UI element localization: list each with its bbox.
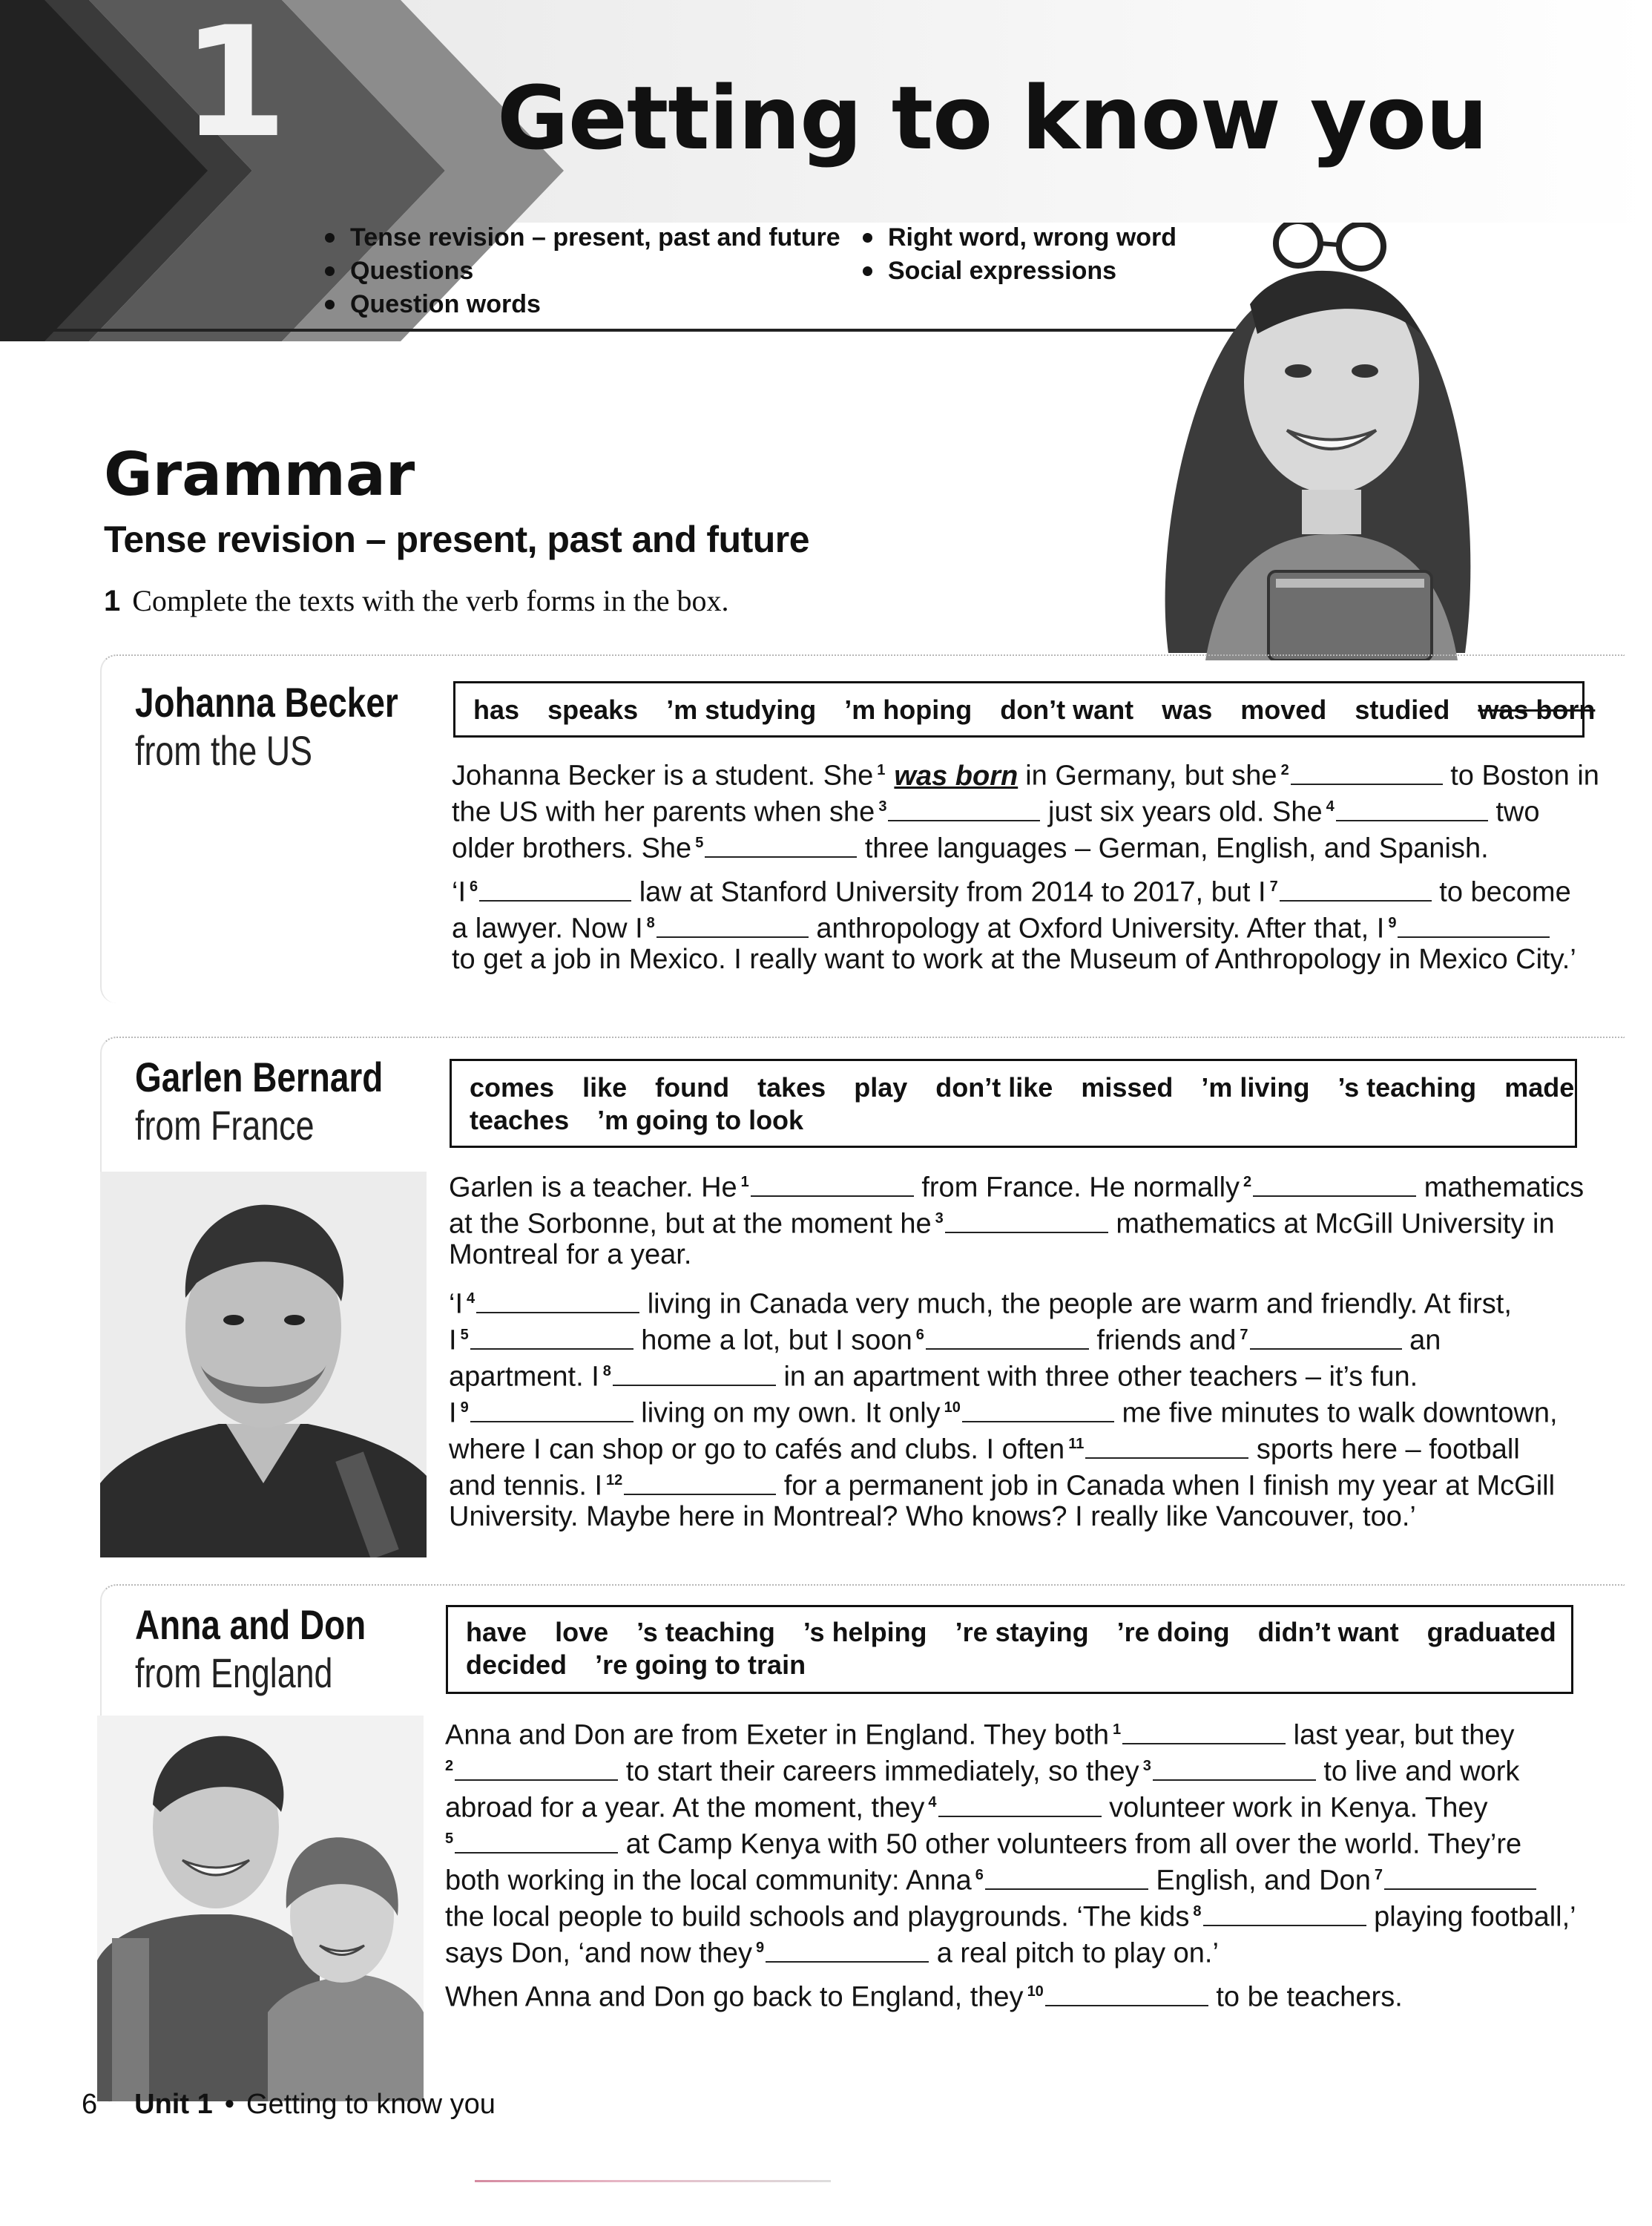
word-option: didn’t want (1257, 1617, 1399, 1647)
example-answer: was born (894, 760, 1018, 792)
exercise-number: 1 (104, 585, 121, 617)
topic-item: Tense revision – present, past and future (319, 221, 840, 255)
word-option: missed (1081, 1072, 1174, 1103)
answer-blank[interactable] (455, 1759, 618, 1781)
answer-blank[interactable] (613, 1364, 776, 1386)
answer-blank[interactable] (1398, 916, 1550, 938)
exercise-text: Garlen is a teacher. He $^1$ from France. He normally $^2$ mathematics at the Sorbonne, but at the moment he $^3$ mathematics at McGill University in Montreal for a year. ‘I $^4$ living in Canada very much, the people are warm and friendly. At first, I $^5$ home a lot, but I soon $^6$ friends and $^7$ an apartment. I $^8$ in an apartment with three other teachers – it’s fun. I $^9$ living on my own. It only $^{10}$ me five minutes to walk downtown, where I can shop or go to cafés and clubs. I often $^{11}$ sports here – football and tennis. I $^{12}$ for a permanent job in Canada when I finish my year at McGill University. Maybe here in Montreal? Who knows? I really like Vancouver, too.’ (449, 1172, 1584, 1532)
section-johanna (100, 654, 1625, 1003)
word-option: have (466, 1617, 527, 1647)
answer-blank[interactable] (1336, 799, 1488, 821)
word-option: ’m hoping (844, 695, 973, 725)
garlen-photo (100, 1172, 427, 1557)
answer-blank[interactable] (479, 879, 631, 902)
word-option: ’s helping (803, 1617, 927, 1647)
topics-list-left (319, 221, 840, 321)
word-option: graduated (1426, 1617, 1556, 1647)
section-heading-grammar: Grammar (104, 440, 415, 509)
section-garlen (100, 1037, 1625, 1556)
person-name: Johanna Becker (135, 679, 398, 726)
exercise-text: Johanna Becker is a student. She $^1$ was born in Germany, but she $^2$ to Boston in the US with her parents when she $^3$ just six years old. She $^4$ two older brothers. She $^5$ three languages – German, English, and Spanish. ‘I $^6$ law at Stanford University from 2014 to 2017, but I $^7$ to become a lawyer. Now I $^8$ anthropology at Oxford University. After that, I $^9$ to get a job in Mexico. I really want to work at the Museum of Anthropology in Mexico City.’ (452, 760, 1599, 975)
word-option: don’t want (1000, 695, 1134, 725)
person-origin: from France (135, 1102, 315, 1149)
answer-blank[interactable] (624, 1473, 776, 1495)
answer-blank[interactable] (1045, 1984, 1208, 2006)
page-number: 6 (82, 2089, 98, 2120)
unit-number: 1 (182, 0, 288, 171)
answer-blank[interactable] (470, 1327, 634, 1350)
answer-blank[interactable] (926, 1327, 1089, 1350)
section-anna-don (100, 1584, 1625, 2104)
topic-item: Questions (319, 255, 840, 288)
exercise-text: Anna and Don are from Exeter in England. They both $^1$ last year, but they $^2$ to start their careers immediately, so they $^3$ to live and work abroad for a year. At the moment, they $^4$ volunteer work in Kenya. They $^5$ at Camp Kenya with 50 other volunteers from all over the world. They’re both working in the local community: Anna $^6$ English, and Don $^7$ the local people to build schools and playgrounds. ‘The kids $^8$ playing football,’ says Don, ‘and now they $^9$ a real pitch to play on.’ When Anna and Don go back to England, they $^{10}$ to be teachers. (445, 1719, 1576, 2013)
answer-blank[interactable] (1250, 1327, 1402, 1350)
footer-title: Getting to know you (246, 2089, 496, 2120)
word-option: love (555, 1617, 609, 1647)
person-name: Garlen Bernard (135, 1054, 384, 1100)
word-option: has (473, 695, 520, 725)
answer-blank[interactable] (938, 1795, 1102, 1817)
word-option: ’m studying (666, 695, 817, 725)
person-origin: from England (135, 1649, 333, 1696)
word-box (453, 681, 1596, 738)
answer-blank[interactable] (656, 916, 809, 938)
word-option: like (582, 1072, 628, 1103)
word-option: studied (1355, 695, 1450, 725)
word-option: ’re doing (1116, 1617, 1230, 1647)
answer-blank[interactable] (766, 1940, 929, 1963)
answer-blank[interactable] (455, 1831, 618, 1854)
answer-blank[interactable] (1280, 879, 1432, 902)
answer-blank[interactable] (1291, 763, 1443, 785)
topic-item: Social expressions (857, 255, 1177, 288)
section-subheading: Tense revision – present, past and future (104, 519, 810, 560)
topic-item: Right word, wrong word (857, 221, 1177, 255)
word-option: play (854, 1072, 908, 1103)
word-option-used: was born (1478, 695, 1596, 725)
word-option: moved (1240, 695, 1327, 725)
word-option: decided (466, 1649, 567, 1680)
word-option: comes (470, 1072, 555, 1103)
answer-blank[interactable] (962, 1400, 1114, 1422)
word-option: made (1504, 1072, 1575, 1103)
word-option: ’m going to look (597, 1105, 804, 1135)
word-option: ’re going to train (595, 1649, 806, 1680)
answer-blank[interactable] (751, 1175, 914, 1197)
unit-title: Getting to know you (497, 67, 1487, 169)
answer-blank[interactable] (476, 1291, 639, 1313)
word-option: ’re staying (955, 1617, 1089, 1647)
word-option: was (1162, 695, 1213, 725)
topic-item: Question words (319, 288, 840, 321)
person-origin: from the US (135, 727, 313, 774)
answer-blank[interactable] (1384, 1868, 1536, 1890)
word-option: teaches (470, 1105, 570, 1135)
exercise-instruction (104, 583, 729, 618)
word-option: takes (757, 1072, 826, 1103)
answer-blank[interactable] (1122, 1722, 1286, 1744)
footer-bullet: • (224, 2089, 235, 2120)
word-box (446, 1605, 1573, 1694)
footer-unit: Unit 1 (134, 2089, 213, 2120)
instruction-text: Complete the texts with the verb forms in the box. (132, 584, 729, 617)
word-option: ’m living (1201, 1072, 1310, 1103)
answer-blank[interactable] (705, 835, 857, 858)
person-name: Anna and Don (135, 1601, 366, 1648)
footer-line (475, 2180, 831, 2182)
student-photo (1079, 223, 1517, 660)
word-option: found (655, 1072, 730, 1103)
word-option: ’s teaching (1337, 1072, 1477, 1103)
answer-blank[interactable] (985, 1868, 1148, 1890)
word-option: ’s teaching (636, 1617, 775, 1647)
answer-blank[interactable] (888, 799, 1040, 821)
answer-blank[interactable] (470, 1400, 634, 1422)
word-box (450, 1059, 1577, 1148)
answer-blank[interactable] (1153, 1759, 1316, 1781)
answer-blank[interactable] (1085, 1437, 1248, 1459)
answer-blank[interactable] (1253, 1175, 1416, 1197)
word-option: don’t like (935, 1072, 1053, 1103)
answer-blank[interactable] (1203, 1904, 1366, 1926)
page-footer (82, 2089, 496, 2121)
word-option: speaks (547, 695, 639, 725)
answer-blank[interactable] (945, 1211, 1108, 1233)
anna-don-photo (97, 1716, 424, 2101)
